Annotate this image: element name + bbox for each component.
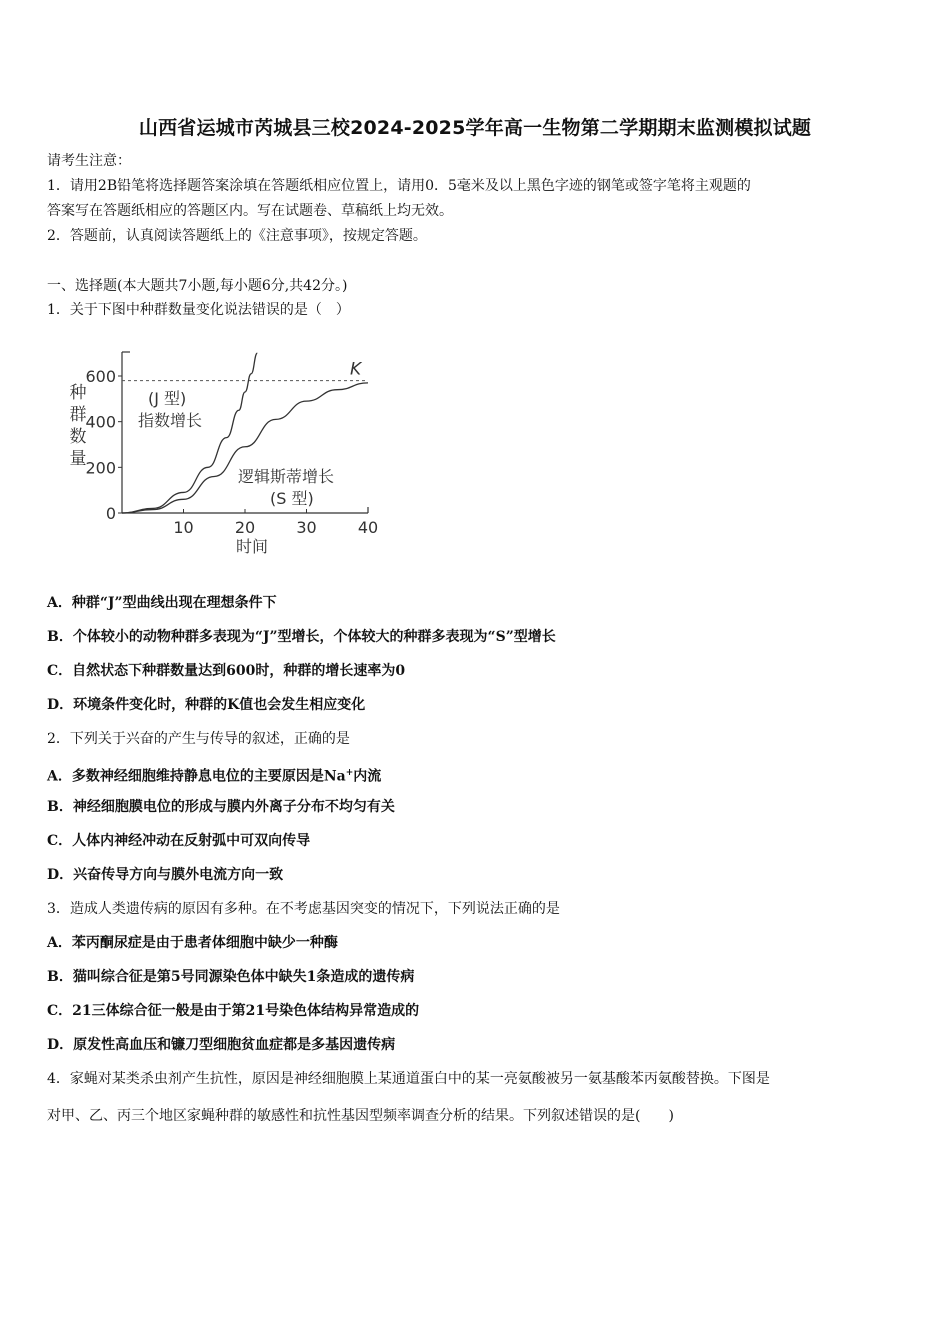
- notice-heading: 请考生注意：: [47, 153, 131, 169]
- q1-option-c: C．自然状态下种群数量达到600时，种群的增长速率为0: [47, 663, 406, 679]
- k-label: K: [350, 359, 362, 380]
- y-tick-label: 0: [105, 504, 116, 523]
- j-curve-line: [122, 353, 257, 513]
- section-heading: 一、选择题(本大题共7小题,每小题6分,共42分。): [47, 278, 348, 294]
- x-tick-label: 20: [234, 518, 256, 537]
- q2-option-c: C．人体内神经冲动在反射弧中可双向传导: [47, 833, 311, 849]
- x-tick-label: 10: [173, 518, 194, 537]
- q2-option-a-tail: 内流: [353, 768, 382, 785]
- x-axis-label: 时间: [236, 537, 269, 556]
- q3-option-b: B．猫叫综合征是第5号同源染色体中缺失1条造成的遗传病: [47, 969, 415, 985]
- notice-item-1: 1．请用2B铅笔将选择题答案涂填在答题纸相应位置上，请用0．5毫米及以上黑色字迹的钢笔或签字笔将主观题的: [47, 178, 751, 194]
- j-curve-label: (J 型): [148, 389, 187, 408]
- question-2-stem: 2．下列关于兴奋的产生与传导的叙述，正确的是: [47, 731, 350, 747]
- y-axis-label-char: 数: [69, 427, 87, 447]
- q2-option-a-text: A．多数神经细胞维持静息电位的主要原因是Na: [47, 768, 346, 785]
- notice-item-1-cont: 答案写在答题纸相应的答题区内。写在试题卷、草稿纸上均无效。: [47, 203, 453, 219]
- q1-option-a: A．种群“J”型曲线出现在理想条件下: [47, 595, 277, 611]
- y-axis-label-char: 群: [69, 405, 87, 425]
- page-title: 山西省运城市芮城县三校2024-2025学年高一生物第二学期期末监测模拟试题: [138, 117, 812, 139]
- j-curve-label-2: 指数增长: [138, 411, 203, 430]
- s-curve-label: 逻辑斯蒂增长: [238, 467, 335, 486]
- q3-option-c: C．21三体综合征一般是由于第21号染色体结构异常造成的: [47, 1003, 420, 1019]
- y-tick-label: 200: [85, 458, 116, 478]
- s-curve-label-2: (S 型): [270, 489, 314, 508]
- question-1-stem: 1．关于下图中种群数量变化说法错误的是（ ）: [47, 302, 350, 318]
- q3-option-d: D．原发性高血压和镰刀型细胞贫血症都是多基因遗传病: [47, 1037, 396, 1053]
- notice-item-2: 2．答题前，认真阅读答题纸上的《注意事项》，按规定答题。: [47, 228, 427, 244]
- q1-option-d: D．环境条件变化时，种群的K值也会发生相应变化: [47, 697, 366, 713]
- y-tick-label: 400: [85, 412, 116, 432]
- y-axis-label: [70, 383, 87, 469]
- chart-ticks: [85, 367, 378, 537]
- y-axis-label-char: 量: [69, 449, 87, 469]
- q3-option-a: A．苯丙酮尿症是由于患者体细胞中缺少一种酶: [47, 935, 338, 951]
- x-tick-label: 40: [357, 518, 379, 537]
- q2-option-a: [47, 763, 381, 787]
- question-4-stem-cont: 对甲、乙、丙三个地区家蝇种群的敏感性和抗性基因型频率调查分析的结果。下列叙述错误的是( ): [47, 1108, 674, 1124]
- population-growth-chart: [62, 340, 392, 565]
- y-axis-label-char: 种: [69, 383, 87, 403]
- q2-option-a-superscript: +: [345, 768, 354, 778]
- q2-option-b: B．神经细胞膜电位的形成与膜内外离子分布不均匀有关: [47, 799, 395, 815]
- question-3-stem: 3．造成人类遗传病的原因有多种。在不考虑基因突变的情况下，下列说法正确的是: [47, 901, 560, 917]
- question-4-stem: 4．家蝇对某类杀虫剂产生抗性，原因是神经细胞膜上某通道蛋白中的某一亮氨酸被另一氨基酸苯丙氨酸替换。下图是: [47, 1071, 770, 1087]
- chart-axes: [122, 352, 368, 513]
- y-tick-label: 600: [85, 367, 116, 386]
- x-tick-label: 30: [296, 518, 317, 537]
- q2-option-d: D．兴奋传导方向与膜外电流方向一致: [47, 867, 284, 883]
- q1-option-b: B．个体较小的动物种群多表现为“J”型增长，个体较大的种群多表现为“S”型增长: [47, 629, 556, 645]
